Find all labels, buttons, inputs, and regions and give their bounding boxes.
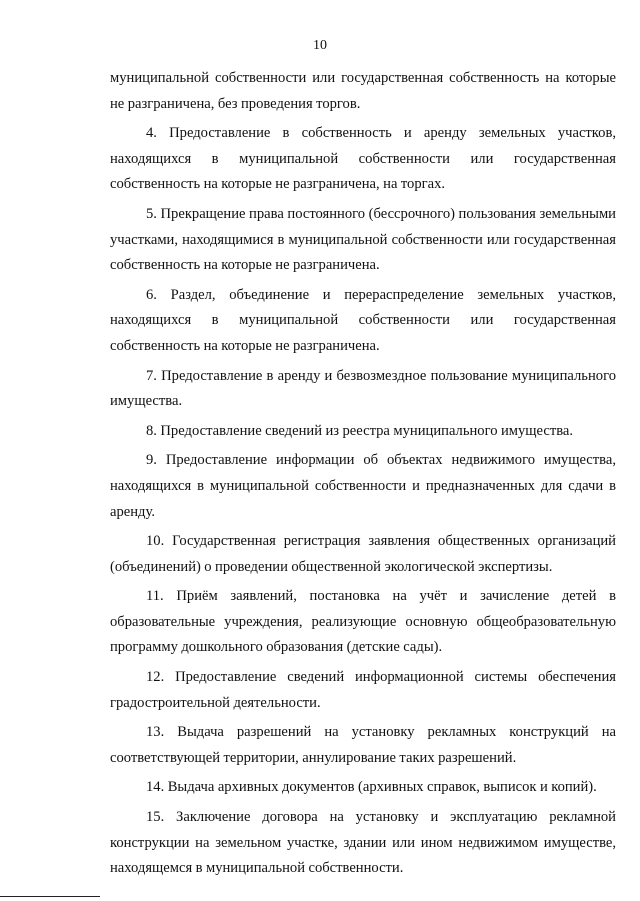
paragraph-item-11: 11. Приём заявлений, постановка на учёт и зачисление детей в образовательные учреждения, реализующие основную общеобразовательную программу дошкольного образования (детские сады).: [110, 588, 616, 656]
paragraph-item-9: 9. Предоставление информации об объектах недвижимого имущества, находящихся в муниципальной собственности и предназначенных для сдачи в аренду.: [110, 452, 616, 520]
paragraph-item-4: 4. Предоставление в собственность и аренду земельных участков, находящихся в муниципальной собственности или государственная собственность на которые не разграничена, на торгах.: [110, 125, 616, 193]
page-number: 10: [313, 38, 327, 53]
document-body: [110, 66, 616, 886]
paragraph-item-6: 6. Раздел, объединение и перераспределение земельных участков, находящихся в муниципальной собственности или государственная собственность на которые не разграничена.: [110, 286, 616, 354]
footer-rule: [0, 896, 100, 897]
paragraph-item-7: 7. Предоставление в аренду и безвозмездное пользование муниципального имущества.: [110, 367, 616, 410]
paragraph-item-12: 12. Предоставление сведений информационной системы обеспечения градостроительной деятельности.: [110, 669, 616, 711]
paragraph-item-15: 15. Заключение договора на установку и эксплуатацию рекламной конструкции на земельном участке, здании или ином недвижимом имуществе, находящемся в муниципальной собственности.: [110, 809, 616, 877]
paragraph-item-8: 8. Предоставление сведений из реестра муниципального имущества.: [146, 422, 574, 439]
paragraph-continued: муниципальной собственности или государственная собственность на которые не разграничена, без проведения торгов.: [110, 70, 616, 112]
paragraph-item-10: 10. Государственная регистрация заявления общественных организаций (объединений) о проведении общественной экологической экспертизы.: [110, 533, 616, 575]
paragraph-item-14: 14. Выдача архивных документов (архивных справок, выписок и копий).: [146, 779, 597, 796]
paragraph-item-5: 5. Прекращение права постоянного (бессрочного) пользования земельными участками, находящимися в муниципальной собственности или государственная собственность на которые не разграничена.: [110, 205, 616, 274]
paragraph-item-13: 13. Выдача разрешений на установку рекламных конструкций на соответствующей территории, аннулирование таких разрешений.: [110, 724, 616, 766]
